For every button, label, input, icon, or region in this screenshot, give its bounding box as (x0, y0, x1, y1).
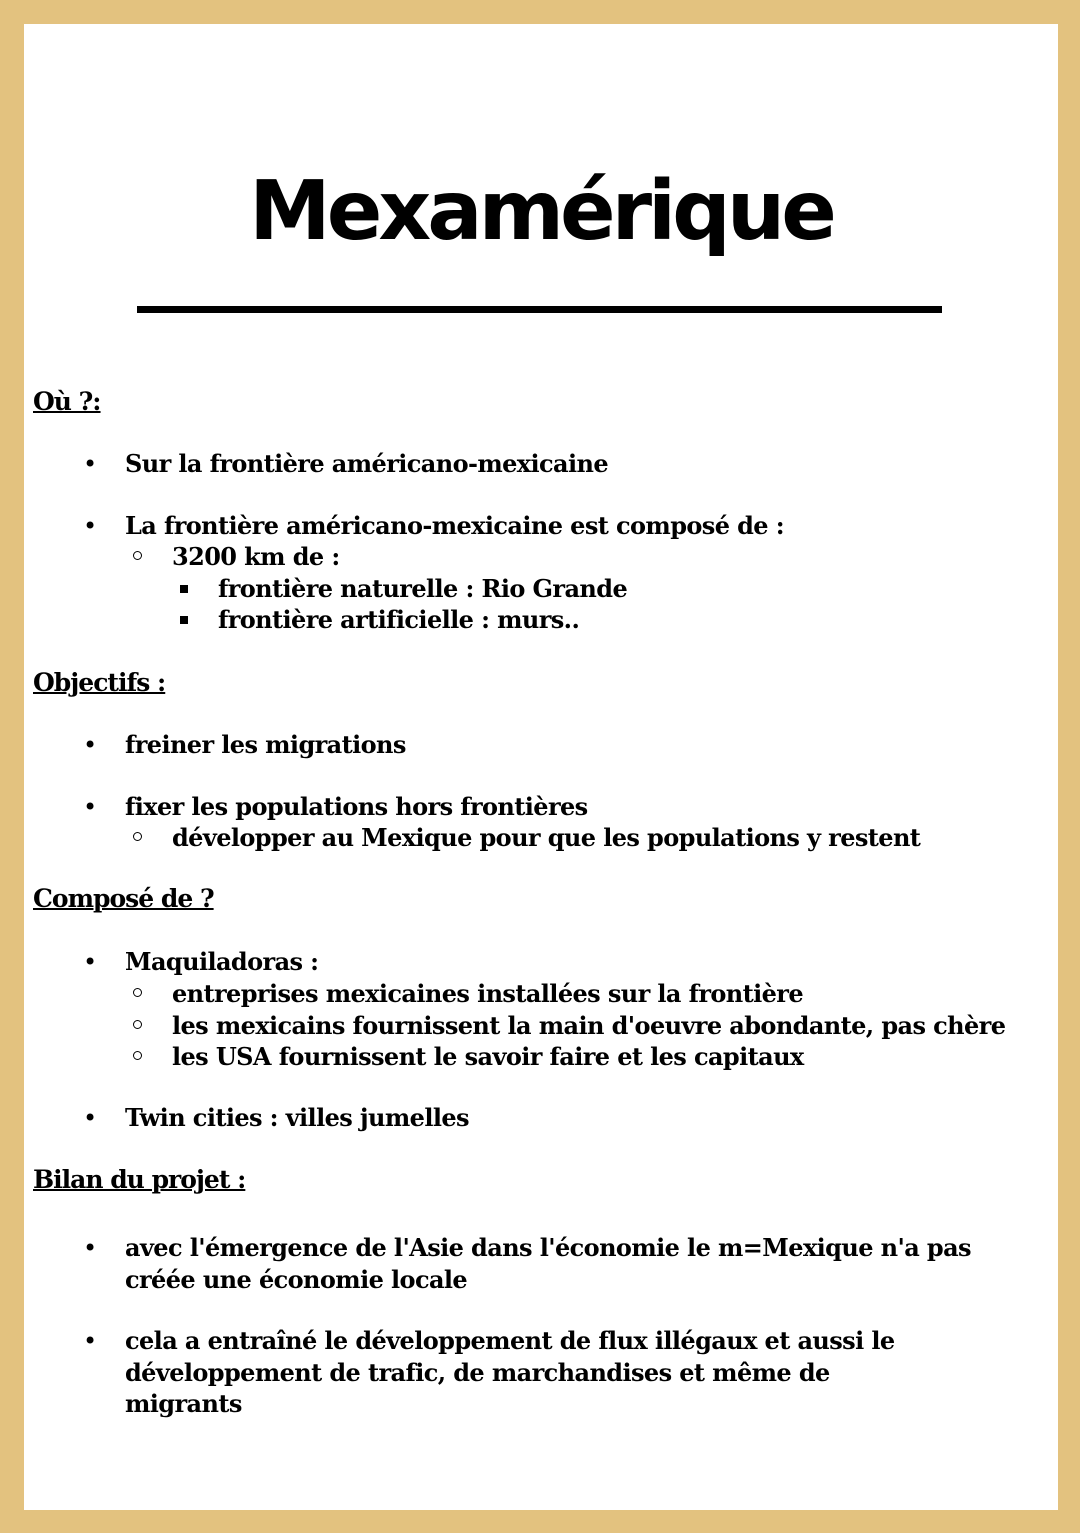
bullet-icon: • (83, 1234, 98, 1262)
circle-bullet-icon (133, 832, 142, 841)
bullet-icon: • (83, 731, 98, 759)
sub-list-item: entreprises mexicaines installées sur la frontière (172, 979, 804, 1008)
document-page (24, 24, 1058, 1510)
list-item: fixer les populations hors frontières (125, 792, 588, 821)
bullet-icon: • (83, 948, 98, 976)
bullet-icon: • (83, 1104, 98, 1132)
section-heading-objectifs: Objectifs : (33, 668, 166, 697)
sub-list-item: 3200 km de : (172, 542, 340, 571)
bullet-icon: • (83, 793, 98, 821)
circle-bullet-icon (133, 1051, 142, 1060)
list-item: avec l'émergence de l'Asie dans l'économie le m=Mexique n'a pas créée une économie locale (125, 1233, 971, 1294)
list-item: Maquiladoras : (125, 947, 319, 976)
section-heading-ou: Où ?: (33, 387, 101, 416)
section-heading-bilan: Bilan du projet : (33, 1165, 246, 1194)
circle-bullet-icon (133, 551, 142, 560)
sub-sub-list-item: frontière naturelle : Rio Grande (218, 574, 628, 603)
circle-bullet-icon (133, 1020, 142, 1029)
list-item: La frontière américano-mexicaine est composé de : (125, 511, 784, 540)
list-item: freiner les migrations (125, 730, 406, 759)
list-item: Sur la frontière américano-mexicaine (125, 449, 609, 478)
bullet-icon: • (83, 1327, 98, 1355)
section-heading-compose: Composé de ? (33, 884, 214, 913)
circle-bullet-icon (133, 988, 142, 997)
sub-list-item: les mexicains fournissent la main d'oeuvre abondante, pas chère (172, 1011, 1006, 1040)
square-bullet-icon (180, 616, 188, 624)
list-item: Twin cities : villes jumelles (125, 1103, 469, 1132)
bullet-icon: • (83, 450, 98, 478)
sub-list-item: les USA fournissent le savoir faire et les capitaux (172, 1042, 804, 1071)
page-title: Mexamérique (249, 164, 833, 259)
sub-sub-list-item: frontière artificielle : murs.. (218, 605, 580, 634)
title-divider (137, 306, 942, 313)
list-item: cela a entraîné le développement de flux illégaux et aussi le développement de trafic, de marchandises et même de migrants (125, 1326, 895, 1418)
sub-list-item: développer au Mexique pour que les populations y restent (172, 823, 921, 852)
square-bullet-icon (180, 585, 188, 593)
bullet-icon: • (83, 512, 98, 540)
